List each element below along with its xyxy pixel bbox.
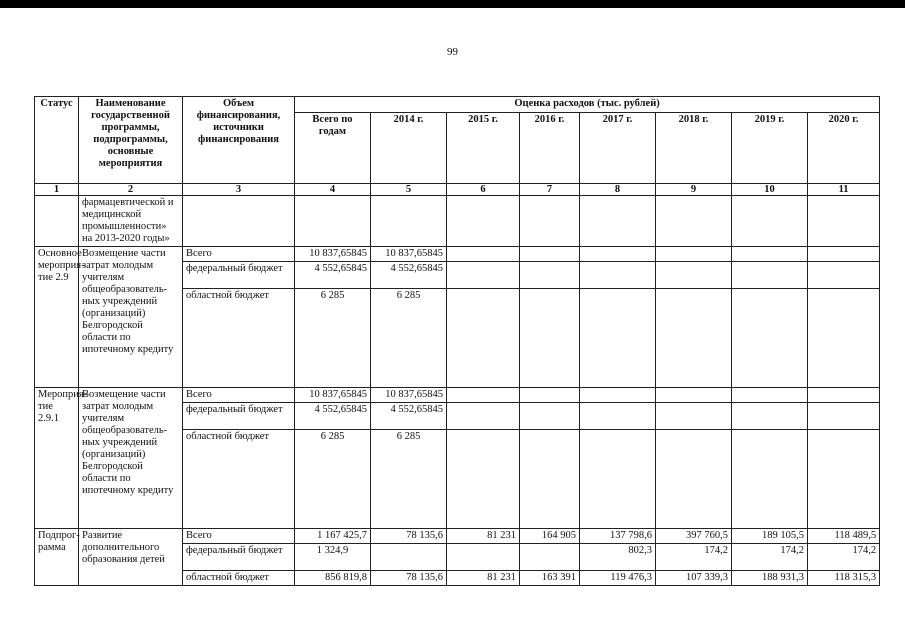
value-cell bbox=[580, 196, 656, 247]
column-number: 10 bbox=[732, 184, 808, 196]
column-number: 9 bbox=[656, 184, 732, 196]
column-number: 6 bbox=[447, 184, 520, 196]
value-cell: 81 231 bbox=[447, 529, 520, 544]
value-cell bbox=[808, 388, 880, 403]
value-cell: 10 837,65845 bbox=[295, 388, 371, 403]
value-cell: 188 931,3 bbox=[732, 571, 808, 586]
header-total: Всего по годам bbox=[295, 113, 371, 184]
source-cell: Всего bbox=[183, 247, 295, 262]
status-cell bbox=[35, 196, 79, 247]
column-number: 7 bbox=[520, 184, 580, 196]
value-cell bbox=[520, 247, 580, 262]
value-cell bbox=[447, 289, 520, 388]
source-cell: областной бюджет bbox=[183, 571, 295, 586]
value-cell bbox=[732, 403, 808, 430]
header-year: 2018 г. bbox=[656, 113, 732, 184]
value-cell bbox=[580, 403, 656, 430]
value-cell bbox=[580, 262, 656, 289]
source-cell: Всего bbox=[183, 529, 295, 544]
value-cell: 10 837,65845 bbox=[371, 388, 447, 403]
value-cell bbox=[580, 247, 656, 262]
table-row-continuation bbox=[35, 196, 880, 247]
source-cell: федеральный бюджет bbox=[183, 262, 295, 289]
value-cell: 81 231 bbox=[447, 571, 520, 586]
value-cell bbox=[520, 388, 580, 403]
value-cell bbox=[732, 430, 808, 529]
value-cell: 6 285 bbox=[295, 289, 371, 388]
value-cell bbox=[371, 544, 447, 571]
value-cell bbox=[580, 430, 656, 529]
value-cell bbox=[656, 247, 732, 262]
header-status: Статус bbox=[35, 97, 79, 184]
budget-table bbox=[34, 96, 880, 586]
value-cell: 6 285 bbox=[371, 430, 447, 529]
value-cell: 119 476,3 bbox=[580, 571, 656, 586]
header-year: 2020 г. bbox=[808, 113, 880, 184]
value-cell bbox=[732, 289, 808, 388]
value-cell bbox=[808, 196, 880, 247]
column-number: 2 bbox=[79, 184, 183, 196]
value-cell: 10 837,65845 bbox=[371, 247, 447, 262]
column-number: 8 bbox=[580, 184, 656, 196]
header-estimate: Оценка расходов (тыс. рублей) bbox=[295, 97, 880, 113]
value-cell: 10 837,65845 bbox=[295, 247, 371, 262]
header-name: Наименование государственной программы, подпрограммы, основные мероприятия bbox=[79, 97, 183, 184]
table-row bbox=[35, 388, 880, 403]
name-cell: Развитие дополнительного образования детей bbox=[79, 529, 183, 586]
source-cell: областной бюджет bbox=[183, 430, 295, 529]
value-cell: 397 760,5 bbox=[656, 529, 732, 544]
value-cell bbox=[656, 289, 732, 388]
value-cell bbox=[656, 388, 732, 403]
value-cell bbox=[447, 430, 520, 529]
value-cell: 174,2 bbox=[732, 544, 808, 571]
value-cell bbox=[580, 289, 656, 388]
value-cell: 6 285 bbox=[295, 430, 371, 529]
name-cell: Возмещение части затрат молодым учителям общеобразователь-ных учреждений (организаций) Белгородской области по ипотечному кредиту bbox=[79, 388, 183, 529]
name-cell: Возмещение части затрат молодым учителям общеобразователь-ных учреждений (организаций) Белгородской области по ипотечному кредиту bbox=[79, 247, 183, 388]
value-cell bbox=[520, 289, 580, 388]
status-cell: Основное мероприя-тие 2.9 bbox=[35, 247, 79, 388]
value-cell: 4 552,65845 bbox=[295, 262, 371, 289]
value-cell: 4 552,65845 bbox=[295, 403, 371, 430]
value-cell bbox=[732, 247, 808, 262]
value-cell: 118 315,3 bbox=[808, 571, 880, 586]
column-number: 4 bbox=[295, 184, 371, 196]
status-cell: Подпрог-рамма bbox=[35, 529, 79, 586]
value-cell: 174,2 bbox=[656, 544, 732, 571]
value-cell: 118 489,5 bbox=[808, 529, 880, 544]
source-cell: Всего bbox=[183, 388, 295, 403]
value-cell bbox=[520, 196, 580, 247]
header-year: 2016 г. bbox=[520, 113, 580, 184]
value-cell bbox=[732, 262, 808, 289]
value-cell: 137 798,6 bbox=[580, 529, 656, 544]
value-cell: 78 135,6 bbox=[371, 571, 447, 586]
table-row bbox=[35, 529, 880, 544]
header-year: 2019 г. bbox=[732, 113, 808, 184]
value-cell bbox=[808, 403, 880, 430]
value-cell bbox=[520, 430, 580, 529]
column-number-row bbox=[35, 184, 880, 196]
value-cell bbox=[656, 403, 732, 430]
value-cell: 1 167 425,7 bbox=[295, 529, 371, 544]
value-cell: 4 552,65845 bbox=[371, 403, 447, 430]
table-row bbox=[35, 247, 880, 262]
source-cell bbox=[183, 196, 295, 247]
value-cell bbox=[656, 196, 732, 247]
header-year: 2017 г. bbox=[580, 113, 656, 184]
column-number: 3 bbox=[183, 184, 295, 196]
value-cell bbox=[447, 247, 520, 262]
value-cell bbox=[295, 196, 371, 247]
source-cell: федеральный бюджет bbox=[183, 544, 295, 571]
name-cell: фармацевтической и медицинской промышленности» на 2013-2020 годы» bbox=[79, 196, 183, 247]
header-year: 2015 г. bbox=[447, 113, 520, 184]
value-cell bbox=[520, 544, 580, 571]
source-cell: федеральный бюджет bbox=[183, 403, 295, 430]
value-cell bbox=[656, 430, 732, 529]
value-cell bbox=[447, 262, 520, 289]
value-cell bbox=[808, 289, 880, 388]
value-cell bbox=[447, 403, 520, 430]
value-cell: 164 905 bbox=[520, 529, 580, 544]
value-cell: 1 324,9 bbox=[295, 544, 371, 571]
header-year: 2014 г. bbox=[371, 113, 447, 184]
value-cell: 163 391 bbox=[520, 571, 580, 586]
column-number: 5 bbox=[371, 184, 447, 196]
value-cell bbox=[447, 388, 520, 403]
status-cell: Мероприя-тие 2.9.1 bbox=[35, 388, 79, 529]
value-cell bbox=[808, 430, 880, 529]
page-number: 99 bbox=[447, 46, 458, 58]
source-cell: областной бюджет bbox=[183, 289, 295, 388]
value-cell: 6 285 bbox=[371, 289, 447, 388]
header-row-top bbox=[35, 97, 880, 113]
value-cell bbox=[447, 196, 520, 247]
value-cell bbox=[580, 388, 656, 403]
value-cell bbox=[371, 196, 447, 247]
header-volume: Объем финансирования, источники финансирования bbox=[183, 97, 295, 184]
value-cell bbox=[808, 247, 880, 262]
value-cell bbox=[732, 196, 808, 247]
value-cell bbox=[520, 262, 580, 289]
value-cell: 802,3 bbox=[580, 544, 656, 571]
value-cell bbox=[520, 403, 580, 430]
value-cell: 174,2 bbox=[808, 544, 880, 571]
value-cell: 4 552,65845 bbox=[371, 262, 447, 289]
value-cell bbox=[447, 544, 520, 571]
value-cell bbox=[732, 388, 808, 403]
column-number: 11 bbox=[808, 184, 880, 196]
value-cell: 189 105,5 bbox=[732, 529, 808, 544]
scan-top-edge bbox=[0, 0, 905, 8]
value-cell bbox=[656, 262, 732, 289]
value-cell: 856 819,8 bbox=[295, 571, 371, 586]
value-cell bbox=[808, 262, 880, 289]
column-number: 1 bbox=[35, 184, 79, 196]
value-cell: 107 339,3 bbox=[656, 571, 732, 586]
value-cell: 78 135,6 bbox=[371, 529, 447, 544]
